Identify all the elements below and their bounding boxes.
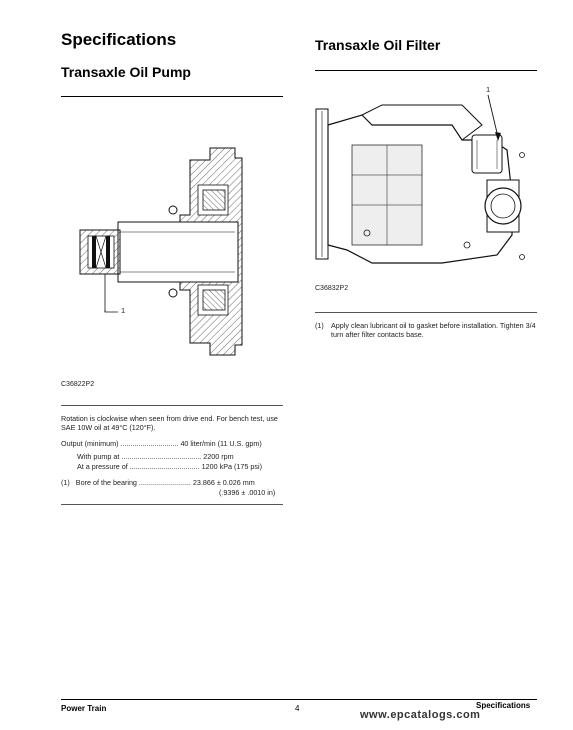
filter-figure-caption: C36832P2 [315, 285, 349, 292]
watermark: www.epcatalogs.com [360, 709, 481, 721]
pump-spec-rule [61, 405, 283, 406]
pump-section-title: Transaxle Oil Pump [61, 64, 191, 80]
spec-row-value: 40 liter/min (11 U.S. gpm) [180, 439, 262, 448]
page-title: Specifications [61, 30, 177, 49]
spec-row-leader: ............................. [118, 439, 179, 448]
spec-row-value: 2200 rpm [203, 452, 234, 461]
spec-row-label: At a pressure of [77, 462, 128, 471]
bearing-callout-number: (1) [61, 478, 70, 487]
spec-row-label: With pump at [77, 452, 120, 461]
filter-section-title: Transaxle Oil Filter [315, 37, 441, 53]
pump-figure-caption: C36822P2 [61, 381, 95, 388]
spec-row-label: Output (minimum) [61, 439, 119, 448]
transaxle-filter-drawing [312, 85, 534, 280]
spec-row-value: 1200 kPa (175 psi) [201, 462, 262, 471]
spec-row-pressure [77, 462, 262, 471]
footer-rule [61, 699, 537, 700]
spec-row-label: Bore of the bearing [75, 478, 137, 487]
pump-callout-number: 1 [121, 306, 126, 315]
footer-left-label: Power Train [61, 704, 107, 713]
spec-row-leader: ........................................ [119, 452, 202, 461]
spec-row-value: 23.866 ± 0.026 mm [192, 478, 255, 487]
spec-row-speed [77, 452, 234, 461]
filter-note-rule [315, 312, 537, 313]
spec-row-bearing [61, 478, 255, 487]
filter-callout-number: 1 [486, 85, 491, 94]
spec-row-leader: ................................... [127, 462, 200, 471]
spec-row-bearing-inch: (.9396 ± .0010 in) [219, 488, 276, 497]
pump-title-rule [61, 96, 283, 97]
page-number: 4 [295, 704, 300, 713]
filter-title-rule [315, 70, 537, 71]
footer-right-label: Specifications [476, 701, 531, 710]
oil-pump-cross-section-drawing [70, 140, 270, 365]
filter-note-text: Apply clean lubricant oil to gasket before installation. Tighten 3/4 turn after filter contacts base. [331, 321, 536, 339]
pump-spec-note: Rotation is clockwise when seen from drive end. For bench test, use SAE 10W oil at 49°C (120°F). [61, 414, 278, 432]
spec-row-leader: .......................... [136, 478, 191, 487]
pump-spec-end-rule [61, 504, 283, 505]
filter-note-number: (1) [315, 321, 324, 330]
spec-row-output [61, 439, 262, 448]
